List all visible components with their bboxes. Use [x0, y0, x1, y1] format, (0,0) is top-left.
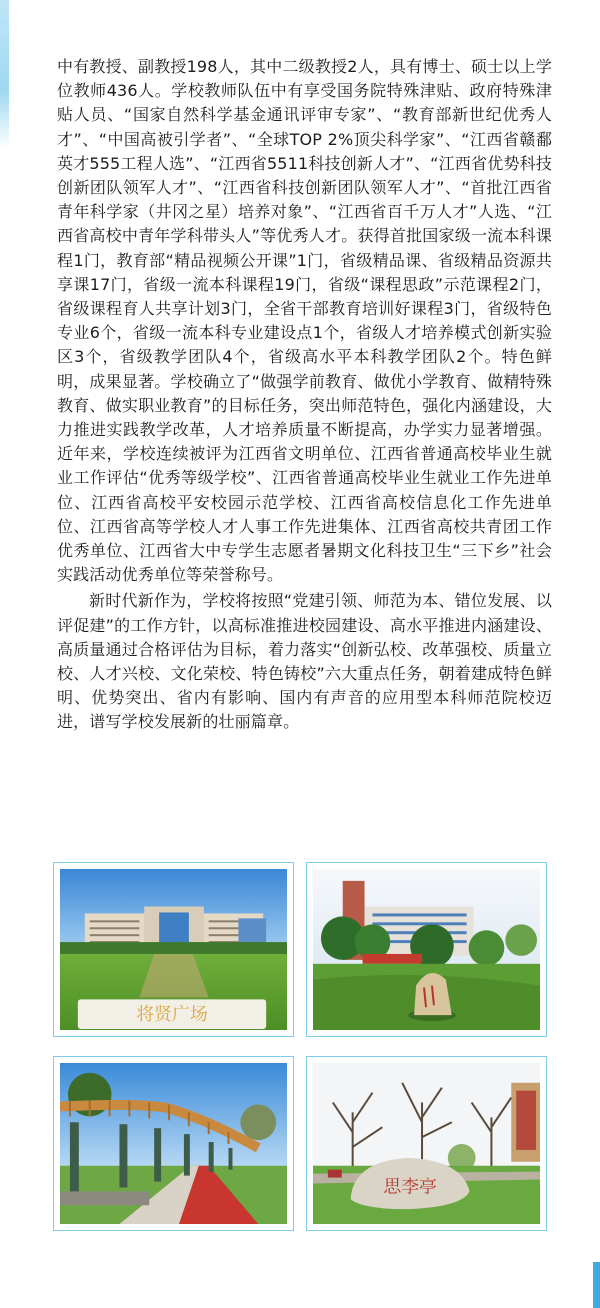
plaza-carving-text: 将贤广场 — [136, 1004, 208, 1026]
side-tab-accent — [593, 1262, 600, 1308]
building-rock-image — [313, 869, 540, 1030]
photo-pergola-path — [53, 1056, 294, 1231]
main-building-image — [60, 869, 287, 1030]
photo-building-rock — [306, 862, 547, 1037]
article-paragraph-1: 中有教授、副教授198人，其中二级教授2人，具有博士、硕士以上学位教师436人。学校教师队伍中有享受国务院特殊津贴、政府特殊津贴人员、“国家自然科学基金通讯评审专家”、“教育部新世纪优秀人才”、“中国高被引学者”、“全球TOP 2%顶尖科学家”、“江西省赣鄱英才555工程人选”、“江西省5511科技创新人才”、“江西省优势科技创新团队领军人才”、“江西省科技创新团队领军人才”、“首批江西省青年科学家（井冈之星）培养对象”、“江西省百千万人才”人选、“江西省高校中青年学科带头人”等优秀人才。获得首批国家级一流本科课程1门，教育部“精品视频公开课”1门，省级精品课、省级精品资源共享课17门，省级一流本科课程19门，省级“课程思政”示范课程2门，省级课程育人共享计划3门，全省干部教育培训好课程3门，省级特色专业6个，省级一流本科专业建设点1个，省级人才培养模式创新实验区3个，省级教学团队4个，省级高水平本科教学团队2个。特色鲜明，成果显著。学校确立了“做强学前教育、做优小学教育、做精特殊教育、做实职业教育”的目标任务，突出师范特色，强化内涵建设，大力推进实践教学改革，人才培养质量不断提高，办学实力显著增强。近年来，学校连续被评为江西省文明单位、江西省普通高校毕业生就业工作评估“优秀等级学校”、江西省普通高校毕业生就业工作先进单位、江西省高校平安校园示范学校、江西省高校信息化工作先进单位、江西省高等学校人才人事工作先进集体、江西省高校共青团工作优秀单位、江西省大中专学生志愿者暑期文化科技卫生“三下乡”社会实践活动优秀单位等荣誉称号。 — [57, 57, 552, 585]
stone-carving-text: 思李亭 — [383, 1176, 437, 1198]
pergola-path-image — [60, 1063, 287, 1224]
carved-stone-image — [313, 1063, 540, 1224]
corner-accent — [0, 0, 9, 150]
photo-carved-stone — [306, 1056, 547, 1231]
article-body — [57, 55, 552, 735]
photo-main-building — [53, 862, 294, 1037]
article-paragraph-2: 新时代新作为，学校将按照“党建引领、师范为本、错位发展、以评促建”的工作方针，以高标准推进校园建设、高水平推进内涵建设、高质量通过合格评估为目标，着力落实“创新弘校、改革强校、质量立校、人才兴校、文化荣校、特色铸校”六大重点任务，朝着建成特色鲜明、优势突出、省内有影响、国内有声音的应用型本科师范院校迈进，谱写学校发展新的壮丽篇章。 — [57, 591, 552, 732]
campus-photo-grid — [53, 862, 549, 1238]
